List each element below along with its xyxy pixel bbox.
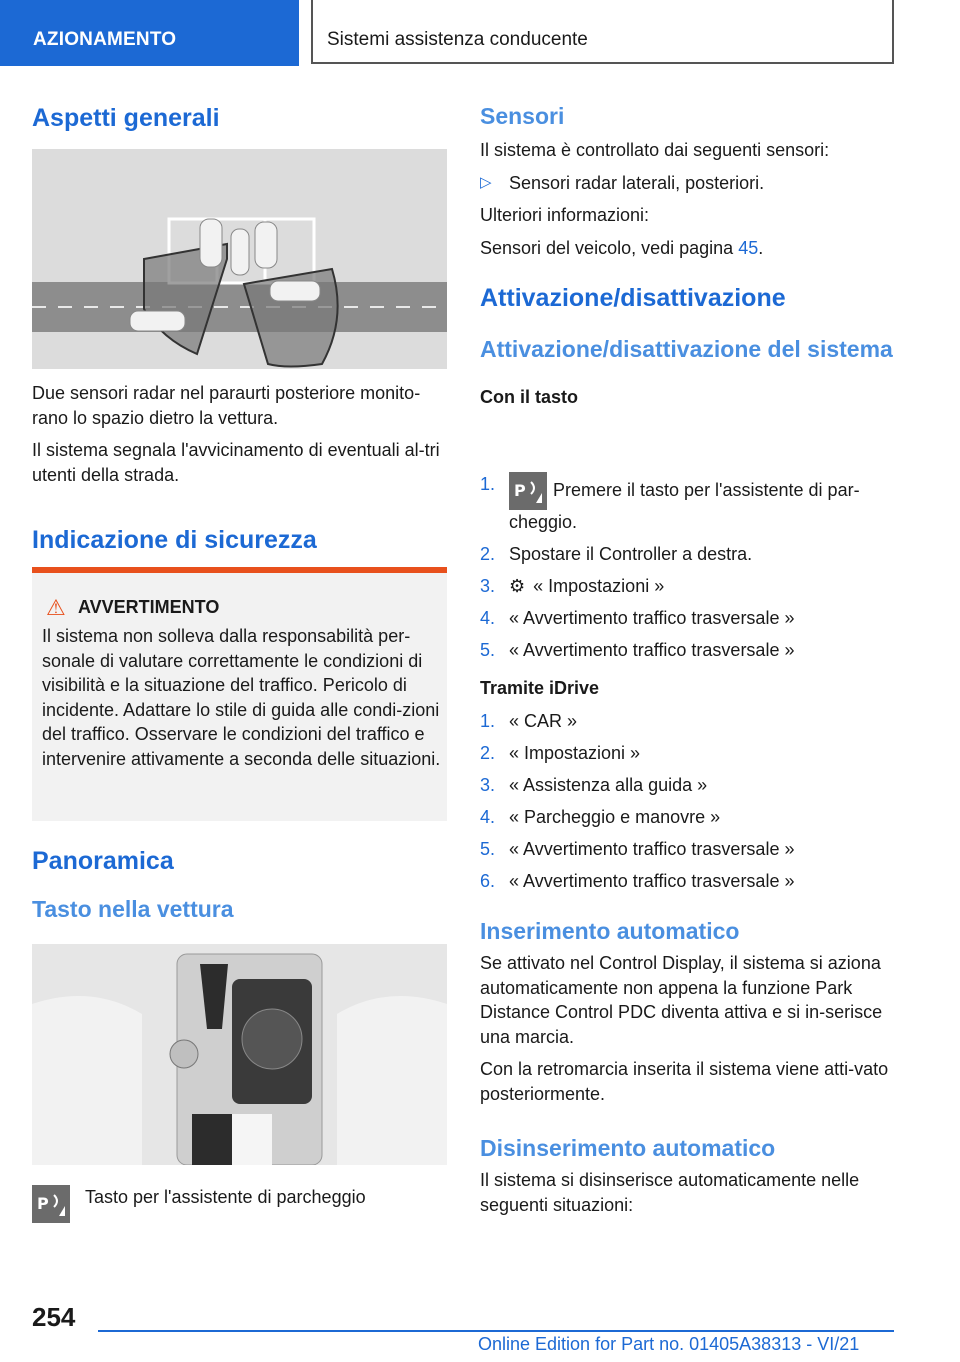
idrive-step [480, 869, 895, 894]
warning-title: AVVERTIMENTO [78, 597, 220, 617]
idrive-step [480, 741, 895, 766]
step-number: 3. [480, 576, 496, 596]
caption-wrap [32, 1185, 447, 1213]
header-section: AZIONAMENTO [33, 29, 177, 50]
bullet-item [480, 171, 895, 196]
step-number: 5. [480, 838, 496, 859]
step-text: « Parcheggio e manovre » [509, 806, 721, 827]
step-number: 3. [480, 774, 496, 795]
idrive-step [480, 805, 895, 830]
right-column [480, 103, 895, 260]
step-text: « CAR » [509, 710, 578, 731]
button-step [480, 638, 895, 663]
svg-text:P: P [37, 1194, 49, 1213]
step-text: « Impostazioni » [533, 576, 665, 596]
activation-wrap [480, 284, 895, 410]
auto-off-wrap [480, 1135, 895, 1217]
parking-assist-button-icon [509, 472, 547, 510]
heading-activation-system: Attivazione/disattivazione del sistema [480, 336, 893, 362]
paragraph-more-info: Ulteriori informazioni: [480, 205, 650, 225]
heading-general: Aspetti generali [32, 104, 220, 132]
heading-sensors: Sensori [480, 103, 565, 129]
overview-wrap [32, 847, 447, 923]
idrive-steps-list [480, 709, 895, 894]
heading-idrive: Tramite iDrive [480, 678, 600, 698]
step-number: 1. [480, 710, 496, 731]
heading-auto-off: Disinserimento automatico [480, 1135, 776, 1161]
paragraph-auto-off: Il sistema si disinserisce automaticamente nelle seguenti situazioni: [480, 1170, 860, 1215]
step-number: 4. [480, 806, 496, 827]
heading-safety: Indicazione di sicurezza [32, 526, 317, 554]
paragraph-general-2: Il sistema segnala l'avvicinamento di eventuali al-tri utenti della strada. [32, 440, 440, 485]
step-text: Spostare il Controller a destra. [509, 544, 753, 564]
header-section-tab [0, 0, 299, 66]
heading-button-in-car: Tasto nella vettura [32, 896, 234, 922]
paragraph-sensors: Il sistema è controllato dai seguenti sensori: [480, 140, 830, 160]
paragraph-general-1: Due sensori radar nel paraurti posteriore monito-rano lo spazio dietro la vettura. [32, 383, 421, 428]
idrive-step [480, 773, 895, 798]
step-text: « Avvertimento traffico trasversale » [509, 838, 795, 859]
svg-text:P: P [514, 481, 526, 500]
warning-box [32, 567, 447, 821]
step-text: Premere il tasto per l'assistente di par-cheggio. [509, 479, 860, 532]
auto-on-wrap [480, 918, 895, 1106]
radar-diagram-image [32, 149, 447, 369]
ref-text: Sensori del veicolo, vedi pagina [480, 237, 734, 258]
paragraph-ref [480, 236, 895, 261]
safety-heading-wrap [32, 526, 447, 555]
step-text: « Assistenza alla guida » [509, 774, 708, 795]
heading-overview: Panoramica [32, 847, 174, 875]
header-chapter: Sistemi assistenza conducente [327, 29, 588, 50]
footer-rule [98, 1330, 894, 1332]
step-text: « Avvertimento traffico trasversale » [509, 608, 795, 628]
bullet-triangle-icon: ▷ [480, 173, 492, 191]
button-step [480, 472, 895, 535]
general-text [32, 381, 447, 487]
button-step [480, 574, 895, 599]
button-steps [480, 472, 895, 670]
header-chapter-box [311, 0, 894, 64]
step-text: « Avvertimento traffico trasversale » [509, 640, 795, 660]
step-number: 2. [480, 742, 496, 763]
idrive-step [480, 709, 895, 734]
paragraph-auto-on-1: Se attivato nel Control Display, il sistema si aziona automaticamente non appena la funzione Park Distance Control PDC diventa attiva e si in-serisce una marcia. [480, 953, 883, 1047]
ref-page-link[interactable]: 45 [738, 237, 759, 258]
gear-icon: ⚙ [509, 576, 526, 596]
step-number: 1. [480, 474, 496, 494]
idrive-step [480, 837, 895, 862]
button-step [480, 606, 895, 631]
left-column [32, 104, 447, 133]
parking-assist-button-icon [32, 1185, 70, 1223]
console-image [32, 944, 447, 1165]
paragraph-auto-on-2: Con la retromarcia inserita il sistema viene atti-vato posteriormente. [480, 1059, 889, 1104]
step-number: 6. [480, 870, 496, 891]
caption-text: Tasto per l'assistente di parcheggio [85, 1187, 366, 1207]
button-steps-list [480, 472, 895, 663]
warning-text: Il sistema non solleva dalla responsabilità per-sonale di valutare correttamente le condizioni di visibilità e la situazione del traffico. Pericolo di incidente. Adattare lo stile di guida alle condi-zioni del traffico. Osservare le condizioni del traffico e intervenire attivamente a seconda delle situazioni. [42, 626, 441, 769]
page-number: 254 [32, 1302, 76, 1332]
bullet-text: Sensori radar laterali, posteriori. [509, 172, 765, 193]
step-text: « Avvertimento traffico trasversale » [509, 870, 795, 891]
step-text: « Impostazioni » [509, 742, 641, 763]
radar-diagram [32, 149, 447, 369]
heading-activation: Attivazione/disattivazione [480, 284, 786, 312]
idrive-wrap [480, 676, 895, 901]
ref-end: . [758, 237, 764, 258]
console-drawing [32, 944, 447, 1165]
heading-with-button: Con il tasto [480, 387, 578, 407]
button-step [480, 542, 895, 567]
warning-triangle-icon: ⚠ [46, 595, 66, 620]
heading-auto-on: Inserimento automatico [480, 918, 740, 944]
step-number: 5. [480, 640, 496, 660]
footer-edition: Online Edition for Part no. 01405A38313 - VI/21 [478, 1334, 860, 1354]
step-number: 4. [480, 608, 496, 628]
step-number: 2. [480, 544, 496, 564]
